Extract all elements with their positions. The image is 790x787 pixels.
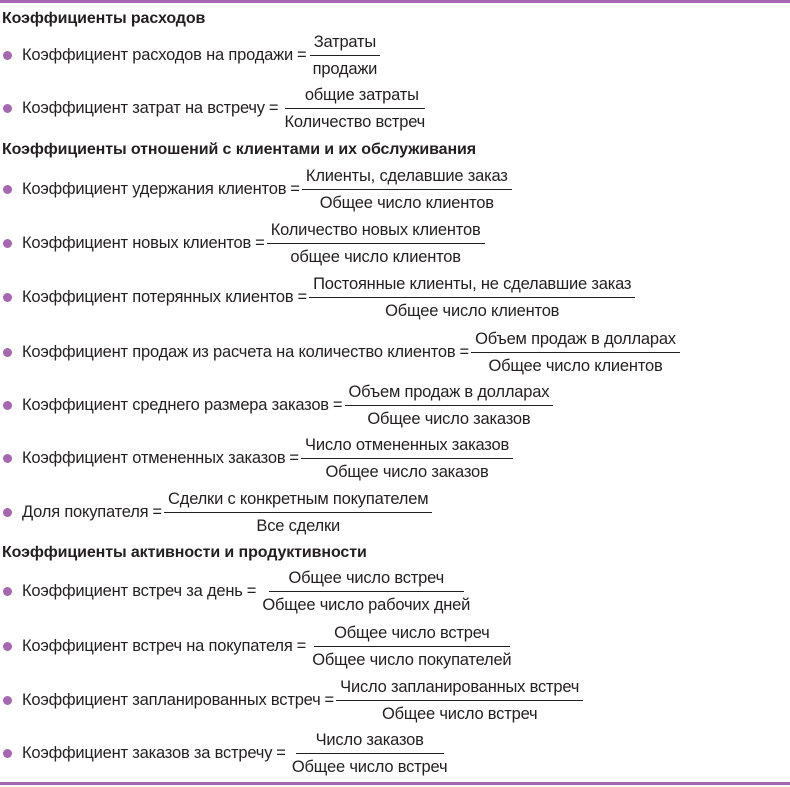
- bullet-icon: [3, 348, 12, 357]
- fraction: [301, 435, 513, 482]
- fraction: [288, 730, 451, 777]
- formula-name: Коэффициент встреч за день: [22, 581, 243, 600]
- numerator: общие затраты: [285, 85, 425, 109]
- fraction: [267, 220, 485, 267]
- numerator: Число отмененных заказов: [301, 435, 513, 459]
- formula-item: [0, 673, 583, 727]
- denominator: Общее число встреч: [381, 704, 538, 723]
- formula-name: Коэффициент затрат на встречу: [22, 98, 265, 117]
- denominator: общее число клиентов: [290, 247, 461, 266]
- equals-sign: =: [289, 448, 300, 467]
- numerator: Постоянные клиенты, не сделавшие заказ: [309, 274, 635, 298]
- denominator: продажи: [312, 59, 378, 78]
- denominator: Общее число клиентов: [488, 356, 663, 375]
- formula-item: [0, 431, 513, 485]
- fraction: [471, 329, 680, 376]
- numerator: Объем продаж в долларах: [471, 329, 680, 353]
- formula-item: [0, 378, 553, 432]
- numerator: Число заказов: [296, 730, 444, 754]
- formula-item: [0, 81, 429, 135]
- fraction: [309, 274, 635, 321]
- equals-sign: =: [290, 179, 300, 198]
- formula-item: [0, 726, 451, 780]
- equals-sign: =: [332, 395, 343, 414]
- top-rule: [0, 0, 790, 3]
- section-title-activity: Коэффициенты активности и продуктивности: [2, 544, 367, 561]
- denominator: Общее число заказов: [367, 409, 531, 428]
- formula-name: Коэффициент запланированных встреч: [22, 690, 321, 709]
- fraction: [302, 166, 512, 213]
- equals-sign: =: [152, 502, 163, 521]
- numerator: Количество новых клиентов: [267, 220, 485, 244]
- formula-item: [0, 28, 381, 82]
- equals-sign: =: [297, 287, 308, 306]
- bullet-icon: [3, 51, 12, 60]
- bullet-icon: [3, 508, 12, 517]
- equals-sign: =: [255, 233, 265, 252]
- formula-item: [0, 485, 432, 539]
- fraction: [336, 677, 583, 724]
- fraction: [345, 382, 554, 429]
- formula-item: [0, 270, 635, 324]
- formula-name: Коэффициент новых клиентов: [22, 233, 252, 252]
- equals-sign: =: [296, 45, 307, 64]
- formula-name: Коэффициент потерянных клиентов: [22, 287, 294, 306]
- equals-sign: =: [276, 743, 286, 762]
- formula-item: [0, 216, 485, 270]
- denominator: Общее число заказов: [325, 462, 489, 481]
- formula-name: Коэффициент отмененных заказов: [22, 448, 286, 467]
- equals-sign: =: [246, 581, 257, 600]
- bullet-icon: [3, 642, 12, 651]
- denominator: Все сделки: [256, 516, 340, 535]
- equals-sign: =: [296, 636, 307, 655]
- formula-name: Коэффициент среднего размера заказов: [22, 395, 329, 414]
- bullet-icon: [3, 401, 12, 410]
- equals-sign: =: [268, 98, 279, 117]
- formula-name: Коэффициент заказов за встречу: [22, 743, 273, 762]
- section-title-customer-relations: Коэффициенты отношений с клиентами и их обслуживания: [2, 141, 476, 158]
- numerator: Число запланированных встреч: [336, 677, 583, 701]
- formula-name: Коэффициент встреч на покупателя: [22, 636, 293, 655]
- denominator: Общее число клиентов: [385, 301, 560, 320]
- bullet-icon: [3, 587, 12, 596]
- denominator: Общее число рабочих дней: [262, 595, 471, 614]
- fraction: [164, 489, 432, 536]
- numerator: Объем продаж в долларах: [345, 382, 554, 406]
- numerator: Клиенты, сделавшие заказ: [302, 166, 512, 190]
- denominator: Общее число встреч: [291, 757, 448, 776]
- fraction: [258, 568, 474, 615]
- bullet-icon: [3, 749, 12, 758]
- section-title-expenses: Коэффициенты расходов: [2, 10, 206, 27]
- denominator: Общее число клиентов: [319, 193, 494, 212]
- fraction: [309, 32, 382, 79]
- fraction: [308, 623, 515, 670]
- formula-item: [0, 325, 680, 379]
- bullet-icon: [3, 239, 12, 248]
- formula-item: [0, 619, 515, 673]
- formula-name: Доля покупателя: [22, 502, 149, 521]
- numerator: Общее число встреч: [269, 568, 464, 592]
- equals-sign: =: [324, 690, 335, 709]
- bullet-icon: [3, 293, 12, 302]
- numerator: Сделки с конкретным покупателем: [164, 489, 432, 513]
- numerator: Затраты: [310, 32, 380, 56]
- bullet-icon: [3, 454, 12, 463]
- formula-name: Коэффициент удержания клиентов: [22, 179, 287, 198]
- denominator: Количество встреч: [284, 112, 426, 131]
- bottom-rule: [0, 782, 790, 785]
- formula-name: Коэффициент расходов на продажи: [22, 45, 293, 64]
- fraction: [281, 85, 430, 132]
- bullet-icon: [3, 696, 12, 705]
- bullet-icon: [3, 185, 12, 194]
- numerator: Общее число встреч: [314, 623, 509, 647]
- equals-sign: =: [459, 342, 470, 361]
- bullet-icon: [3, 104, 12, 113]
- formula-item: [0, 564, 474, 618]
- formula-item: [0, 162, 512, 216]
- denominator: Общее число покупателей: [312, 650, 512, 669]
- formula-name: Коэффициент продаж из расчета на количество клиентов: [22, 342, 456, 361]
